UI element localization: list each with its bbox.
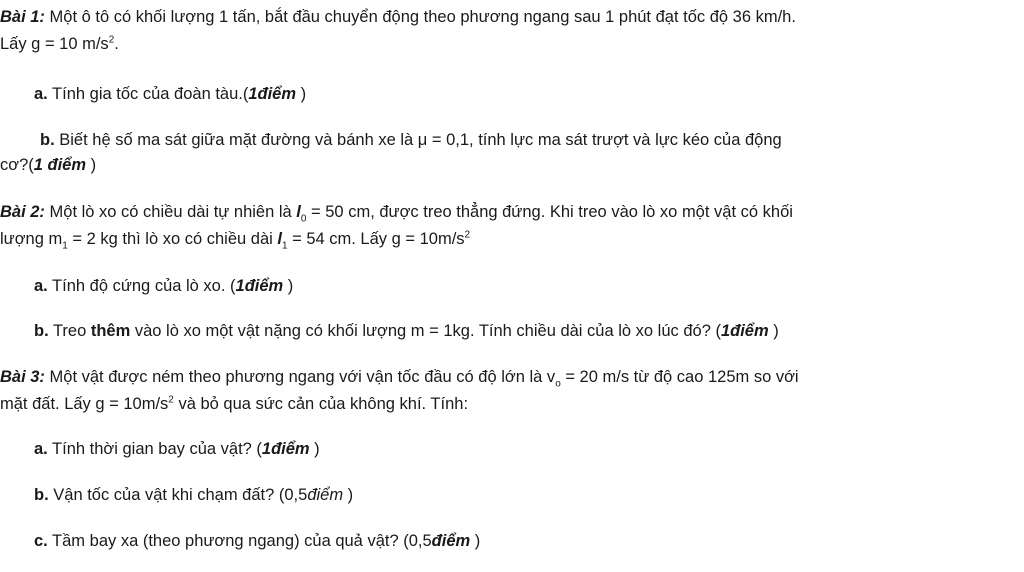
b2-title: Bài 2: — [0, 203, 45, 221]
b2-l0: l — [296, 203, 301, 221]
b3-a-label: a. — [34, 440, 48, 458]
b3-t3: mặt đất. Lấy g = 10m/s — [0, 395, 169, 413]
b3-a-text: Tính thời gian bay của vật? ( — [47, 440, 262, 458]
b3-title: Bài 3: — [0, 368, 45, 386]
b1-a-label: a. — [34, 85, 48, 103]
b3-question-b — [34, 484, 353, 506]
b2-a-points: 1điểm — [235, 277, 284, 295]
b1-question-a — [34, 83, 306, 105]
b1-question-b-cont — [0, 154, 96, 176]
b1-text2c: . — [114, 35, 119, 53]
b3-b-points: điểm — [307, 486, 344, 504]
b3-question-a — [34, 438, 320, 460]
b3-a-close: ) — [309, 440, 320, 458]
b2-m1-sub: 1 — [62, 240, 68, 252]
b2-a-close: ) — [283, 277, 294, 295]
b3-c-label: c. — [34, 532, 48, 550]
b2-t5: = 54 cm. Lấy g = 10m/s — [287, 230, 465, 248]
b2-line-2 — [0, 228, 470, 250]
b2-t5-sup: 2 — [464, 229, 471, 241]
b1-b-label: b. — [40, 131, 55, 149]
b1-b-text: Biết hệ số ma sát giữa mặt đường và bánh xe là μ = 0,1, tính lực ma sát trượt và lực kéo của động — [54, 131, 782, 149]
b3-b-label: b. — [34, 486, 49, 504]
b3-t1: Một vật được ném theo phương ngang với vận tốc đầu có độ lớn là v — [44, 368, 556, 386]
b1-a-close: ) — [296, 85, 307, 103]
b2-t2: = 50 cm, được treo thẳng đứng. Khi treo vào lò xo một vật có khối — [306, 203, 793, 221]
b1-line-1 — [0, 6, 796, 28]
b3-b-text: Vận tốc của vật khi chạm đất? (0,5 — [48, 486, 308, 504]
b2-b-label: b. — [34, 322, 49, 340]
b2-b-text1: Treo — [48, 322, 91, 340]
b1-question-b — [40, 129, 782, 151]
b2-b-bold: thêm — [90, 322, 131, 340]
b3-question-c — [34, 530, 480, 552]
b3-c-points: điểm — [431, 532, 471, 550]
b3-a-points: 1điểm — [261, 440, 310, 458]
b2-l1-sub: 1 — [281, 240, 288, 252]
b3-c-close: ) — [470, 532, 481, 550]
b3-line-1 — [0, 366, 799, 388]
b2-b-text2: vào lò xo một vật nặng có khối lượng m = 1kg. Tính chiều dài của lò xo lúc đó? ( — [130, 322, 721, 340]
b1-a-points: 1điểm — [248, 85, 297, 103]
b3-t2: = 20 m/s từ độ cao 125m so với — [560, 368, 799, 386]
b3-line-2 — [0, 393, 468, 415]
b3-v0-sub: o — [555, 378, 561, 390]
b3-b-close: ) — [343, 486, 354, 504]
b2-t1: Một lò xo có chiều dài tự nhiên là — [44, 203, 297, 221]
b1-line-2 — [0, 33, 119, 55]
b2-line-1 — [0, 201, 793, 223]
b3-t4: và bỏ qua sức cản của không khí. Tính: — [173, 395, 469, 413]
b2-a-text: Tính độ cứng của lò xo. ( — [47, 277, 236, 295]
b1-text1: Một ô tô có khối lượng 1 tấn, bắt đầu chuyển động theo phương ngang sau 1 phút đạt tốc độ 36 km/h. — [44, 8, 796, 26]
b2-b-close: ) — [768, 322, 779, 340]
b1-exp: 2 — [108, 34, 115, 46]
b2-question-a — [34, 275, 293, 297]
b3-c-text: Tầm bay xa (theo phương ngang) của quả vật? (0,5 — [47, 532, 432, 550]
b1-b-points: 1 điểm — [33, 156, 87, 174]
b2-l0-sub: 0 — [300, 213, 307, 225]
b2-b-points: 1điểm — [720, 322, 769, 340]
b1-a-text: Tính gia tốc của đoàn tàu.( — [47, 85, 249, 103]
b2-t3: lượng m — [0, 230, 63, 248]
b2-question-b — [34, 320, 779, 342]
b2-a-label: a. — [34, 277, 48, 295]
b1-title: Bài 1: — [0, 8, 45, 26]
b1-b-close: ) — [86, 156, 97, 174]
b1-b-text2: cơ?( — [0, 156, 34, 174]
b3-t3-sup: 2 — [168, 394, 174, 406]
b2-t4: = 2 kg thì lò xo có chiều dài — [67, 230, 278, 248]
b1-text2a: Lấy g = 10 m/s — [0, 35, 109, 53]
b2-l1: l — [277, 230, 282, 248]
